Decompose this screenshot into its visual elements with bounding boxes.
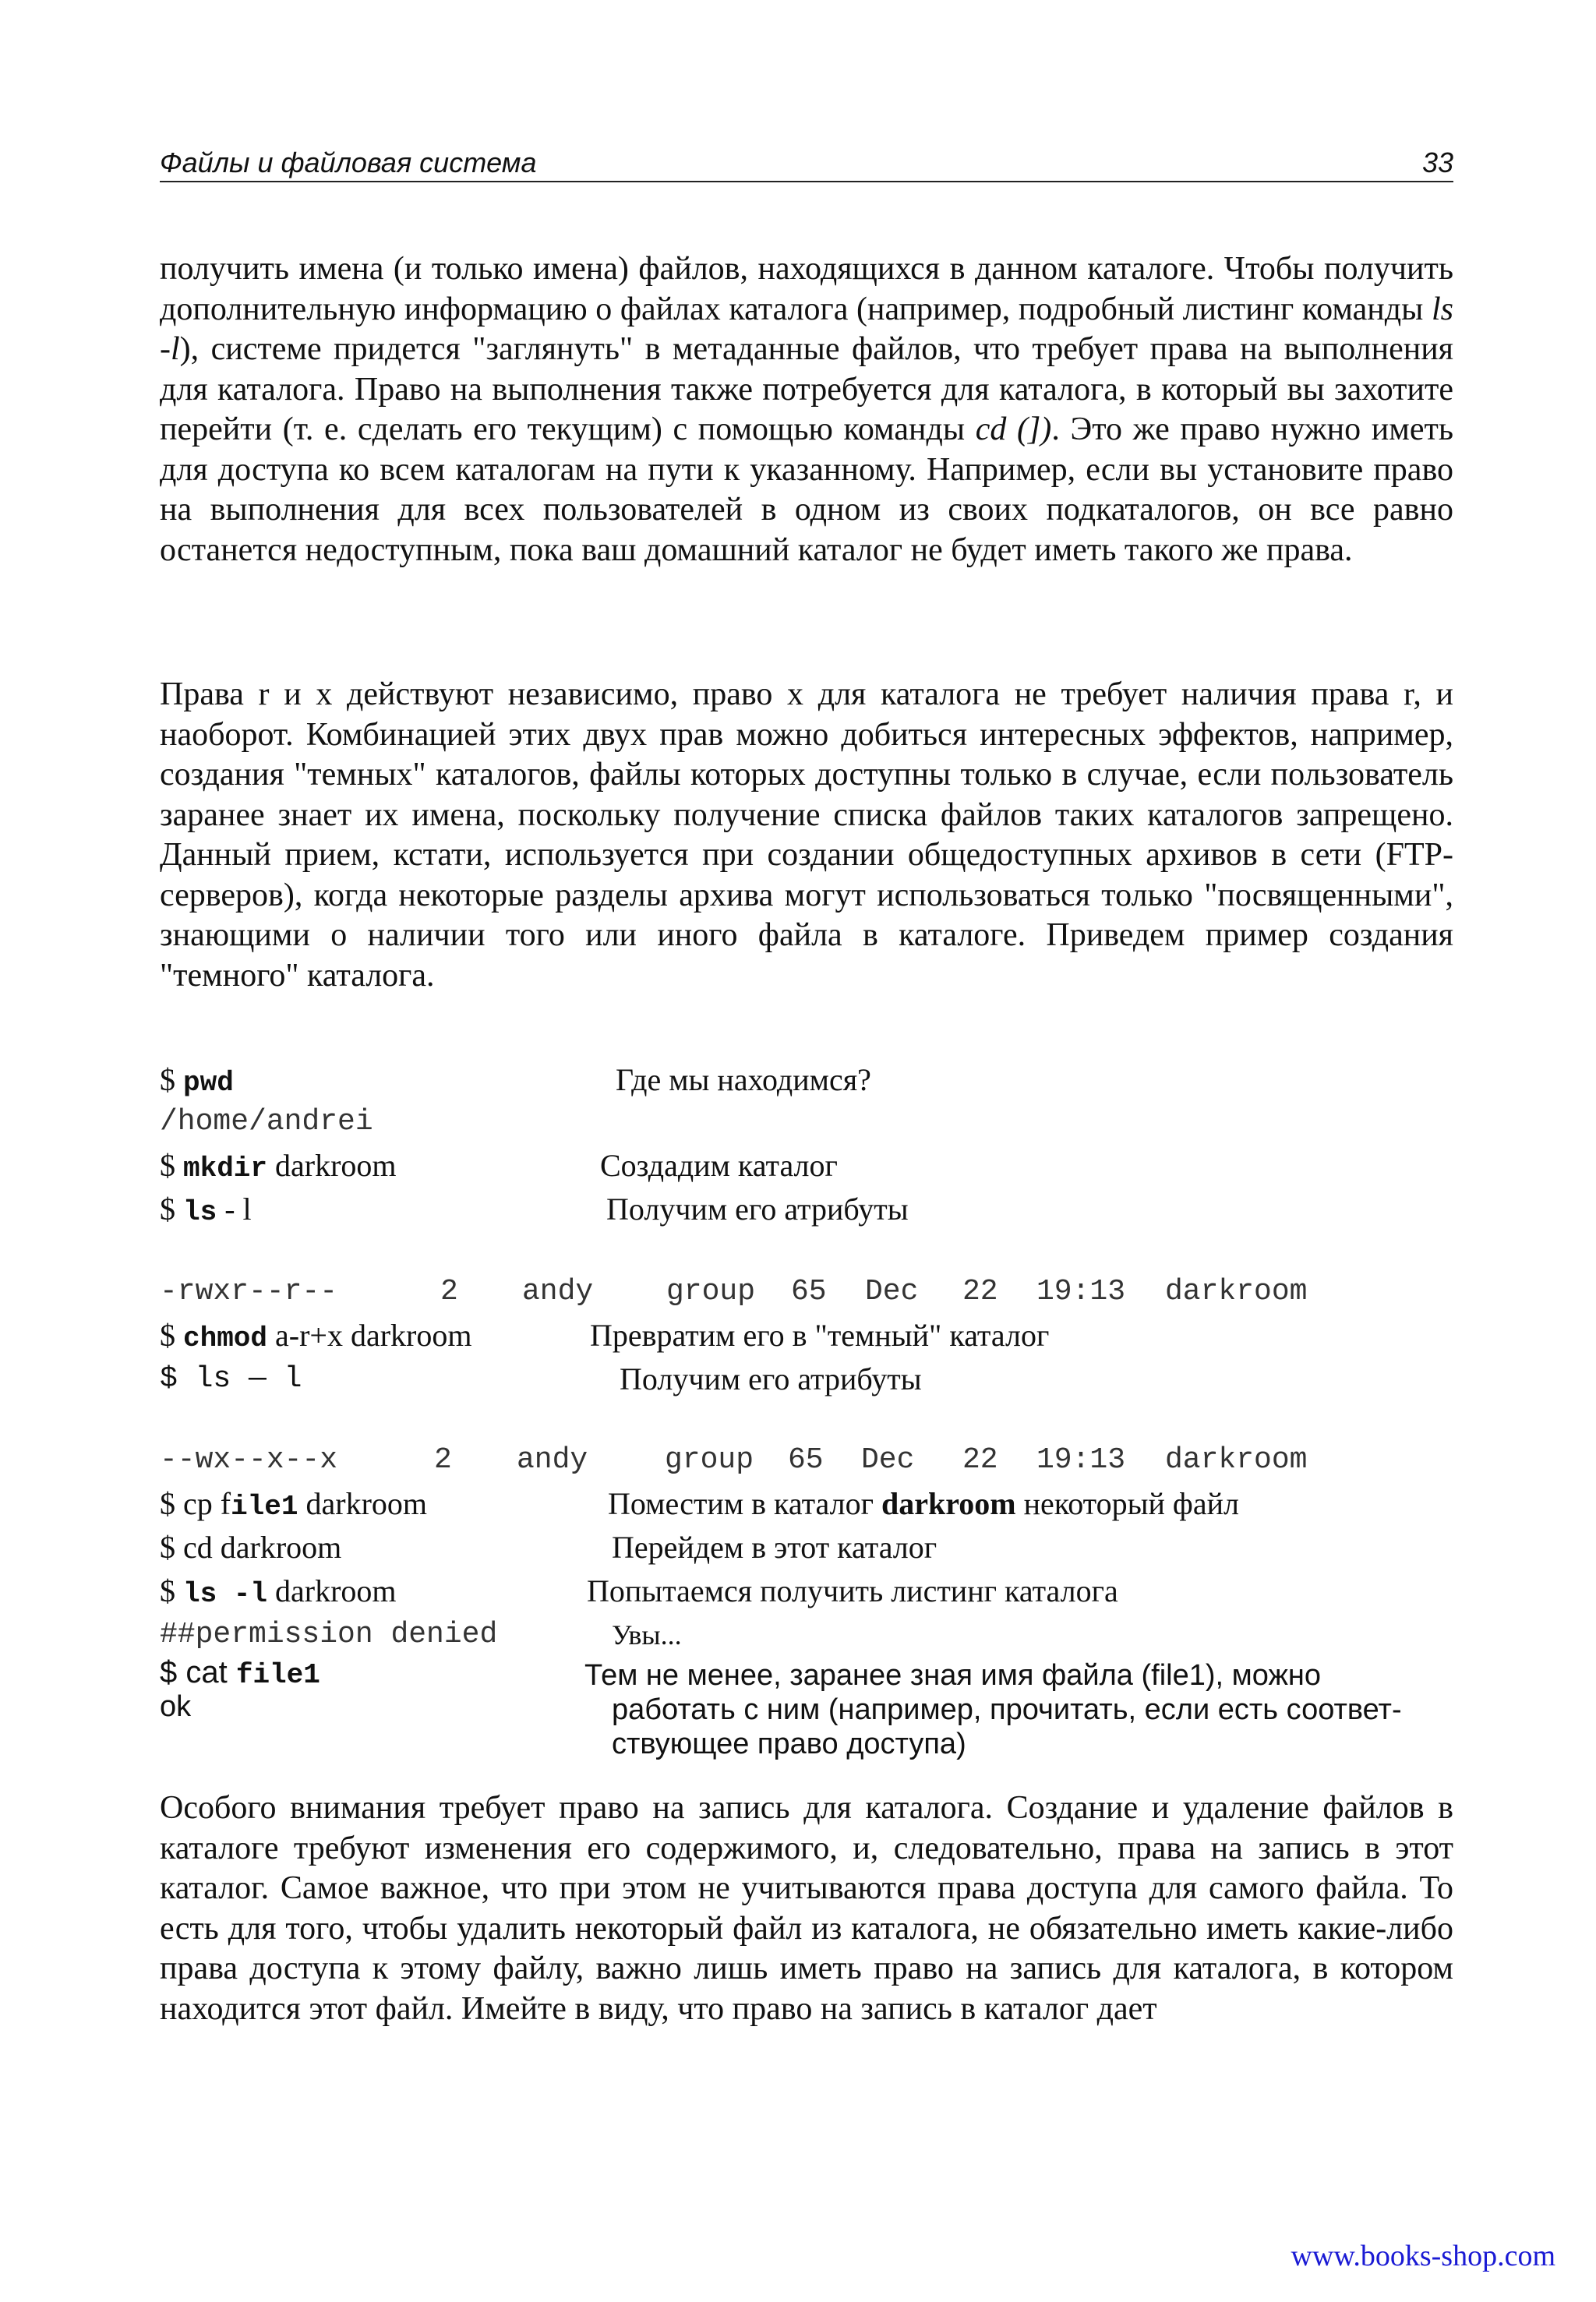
running-header: [160, 147, 1453, 182]
session-row: $ chmod a-r+x darkroom Превратим его в "темный" каталог: [160, 1318, 1050, 1354]
chapter-title: Файлы и файловая система: [160, 147, 537, 178]
session-row: $ ls — l Получим его атрибуты: [160, 1361, 922, 1396]
session-row: ##permission denied Увы...: [160, 1618, 682, 1651]
listing-line: -rwxr--r-- 2 andy group 65 Dec 22 19:13 darkroom: [160, 1275, 1308, 1308]
session-row: $ cp file1 darkroom Поместим в каталог darkroom некоторый файл: [160, 1486, 1239, 1523]
footer-url[interactable]: www.books-shop.com: [1291, 2240, 1555, 2272]
session-output: /home/andrei: [160, 1105, 373, 1139]
paragraph-1: получить имена (и только имена) файлов, находящихся в данном каталоге. Чтобы получить дополнительную информацию о файлах каталога (например, подробный листинг команды ls -l), системе придется "заглянуть" в метаданные файлов, что требует права на выполнения для каталога. Право на выполнения также потребуется для каталога, в который вы захотите перейти (т. е. сделать его текущим) с помощью команды cd (]). Это же право нужно иметь для доступа ко всем каталогам на пути к указанному. Например, если вы установите право на выполнения для всех пользователей в одном из своих подкаталогов, он все равно останется недоступным, пока ваш домашний каталог не будет иметь такого же права.: [160, 251, 1453, 568]
page-number: 33: [1421, 147, 1453, 178]
listing-line: --wx--x--x 2 andy group 65 Dec 22 19:13 darkroom: [160, 1443, 1308, 1477]
session-row: $ cat file1 ok Тем не менее, заранее зная имя файла (file1), можно работать с ним (например, прочитать, если есть соответ- ствующее право доступа): [160, 1655, 1402, 1760]
session-row: $ cd darkroom Перейдем в этот каталог: [160, 1530, 937, 1565]
session-row: $ pwd Где мы находимся?: [160, 1062, 871, 1099]
inline-command: cd (]): [975, 411, 1052, 447]
paragraph-3: Особого внимания требует право на запись для каталога. Создание и удаление файлов в каталоге требуют изменения его содержимого, и, следовательно, права на запись в этот каталог. Самое важное, что при этом не учитываются права доступа для самого файла. То есть для того, чтобы удалить некоторый файл из каталога, не обязательно иметь какие-либо права доступа к этому файлу, важно лишь иметь право на запись для каталога, в котором находится этот файл. Имейте в виду, что право на запись в каталог дает: [160, 1790, 1453, 2027]
paragraph-2: Права r и x действуют независимо, право x для каталога не требует наличия права r, и наоборот. Комбинацией этих двух прав можно добиться интересных эффектов, например, создания "темных" каталогов, файлы которых доступны только в случае, если пользователь заранее знает их имена, поскольку получение списка файлов таких каталогов запрещено. Данный прием, кстати, используется при создании общедоступных архивов в сети (FTP-серверов), когда некоторые разделы архива могут использоваться только "посвященными", знающими о наличии того или иного файла в каталоге. Приведем пример создания "темного" каталога.: [160, 676, 1453, 994]
session-row: $ ls -l darkroom Попытаемся получить листинг каталога: [160, 1573, 1118, 1610]
session-row: $ mkdir darkroom Создадим каталог: [160, 1148, 838, 1185]
inline-command: ls -l: [160, 291, 1453, 367]
session-row: $ ls - l Получим его атрибуты: [160, 1192, 909, 1228]
